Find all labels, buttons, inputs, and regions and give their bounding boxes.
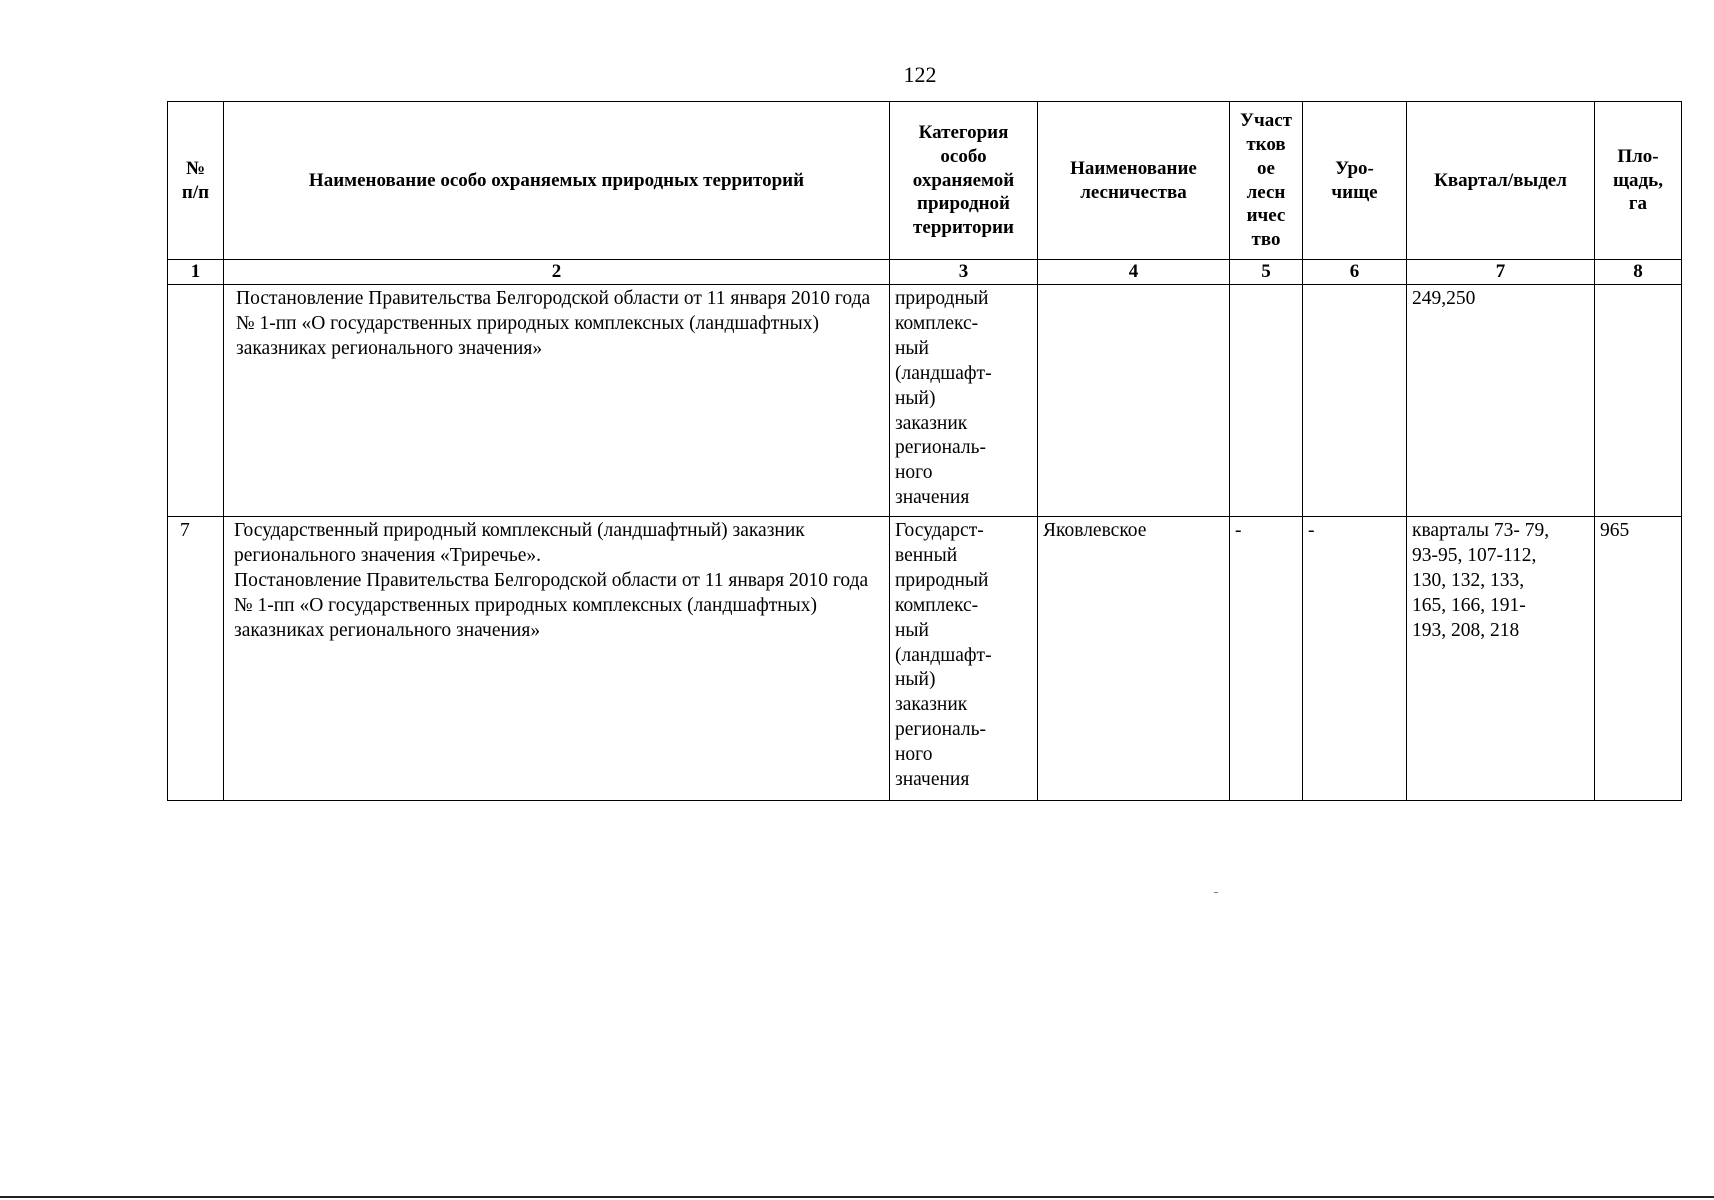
column-number: 6 xyxy=(1303,260,1407,285)
cell-area xyxy=(1595,284,1682,516)
cell-number xyxy=(168,284,224,516)
cell-category: Государст- венный природный комплекс- ный (ландшафт- ный) заказник региональ- ного значения xyxy=(890,516,1038,800)
cell-number: 7 xyxy=(168,516,224,800)
cell-area: 965 xyxy=(1595,516,1682,800)
table-header-row xyxy=(168,102,1682,260)
cell-quarter: кварталы 73- 79, 93-95, 107-112, 130, 132, 133, 165, 166, 191- 193, 208, 218 xyxy=(1407,516,1595,800)
cell-district-forestry xyxy=(1230,284,1303,516)
column-number: 5 xyxy=(1230,260,1303,285)
header-number: № п/п xyxy=(168,102,224,260)
column-number: 1 xyxy=(168,260,224,285)
table-row xyxy=(168,516,1682,800)
column-number-row xyxy=(168,260,1682,285)
cell-district-forestry: - xyxy=(1230,516,1303,800)
scan-edge-line xyxy=(0,1196,1714,1198)
header-forestry: Наименование лесничества xyxy=(1038,102,1230,260)
cell-quarter: 249,250 xyxy=(1407,284,1595,516)
page-number: 122 xyxy=(903,62,937,87)
scan-speck xyxy=(1214,892,1218,893)
cell-forestry: Яковлевское xyxy=(1038,516,1230,800)
cell-category: природный комплекс- ный (ландшафт- ный) заказник региональ- ного значения xyxy=(890,284,1038,516)
header-category: Категория особо охраняемой природной территории xyxy=(890,102,1038,260)
cell-forestry xyxy=(1038,284,1230,516)
table-row xyxy=(168,284,1682,516)
header-quarter: Квартал/выдел xyxy=(1407,102,1595,260)
header-name: Наименование особо охраняемых природных территорий xyxy=(224,102,890,260)
cell-tract xyxy=(1303,284,1407,516)
header-area: Пло- щадь, га xyxy=(1595,102,1682,260)
cell-tract: - xyxy=(1303,516,1407,800)
column-number: 2 xyxy=(224,260,890,285)
column-number: 8 xyxy=(1595,260,1682,285)
column-number: 4 xyxy=(1038,260,1230,285)
header-district-forestry: Участ тков ое лесн ичес тво xyxy=(1230,102,1303,260)
protected-areas-table xyxy=(167,101,1682,801)
cell-name: Постановление Правительства Белгородской области от 11 января 2010 года № 1-пп «О государственных природных комплексных (ландшафтных) заказниках регионального значения» xyxy=(224,284,890,516)
column-number: 7 xyxy=(1407,260,1595,285)
header-tract: Уро- чище xyxy=(1303,102,1407,260)
cell-name: Государственный природный комплексный (ландшафтный) заказник регионального значения «Триречье». Постановление Правительства Белгородской области от 11 января 2010 года № 1-пп «О государственных природных комплексных (ландшафтных) заказниках регионального значения» xyxy=(224,516,890,800)
column-number: 3 xyxy=(890,260,1038,285)
